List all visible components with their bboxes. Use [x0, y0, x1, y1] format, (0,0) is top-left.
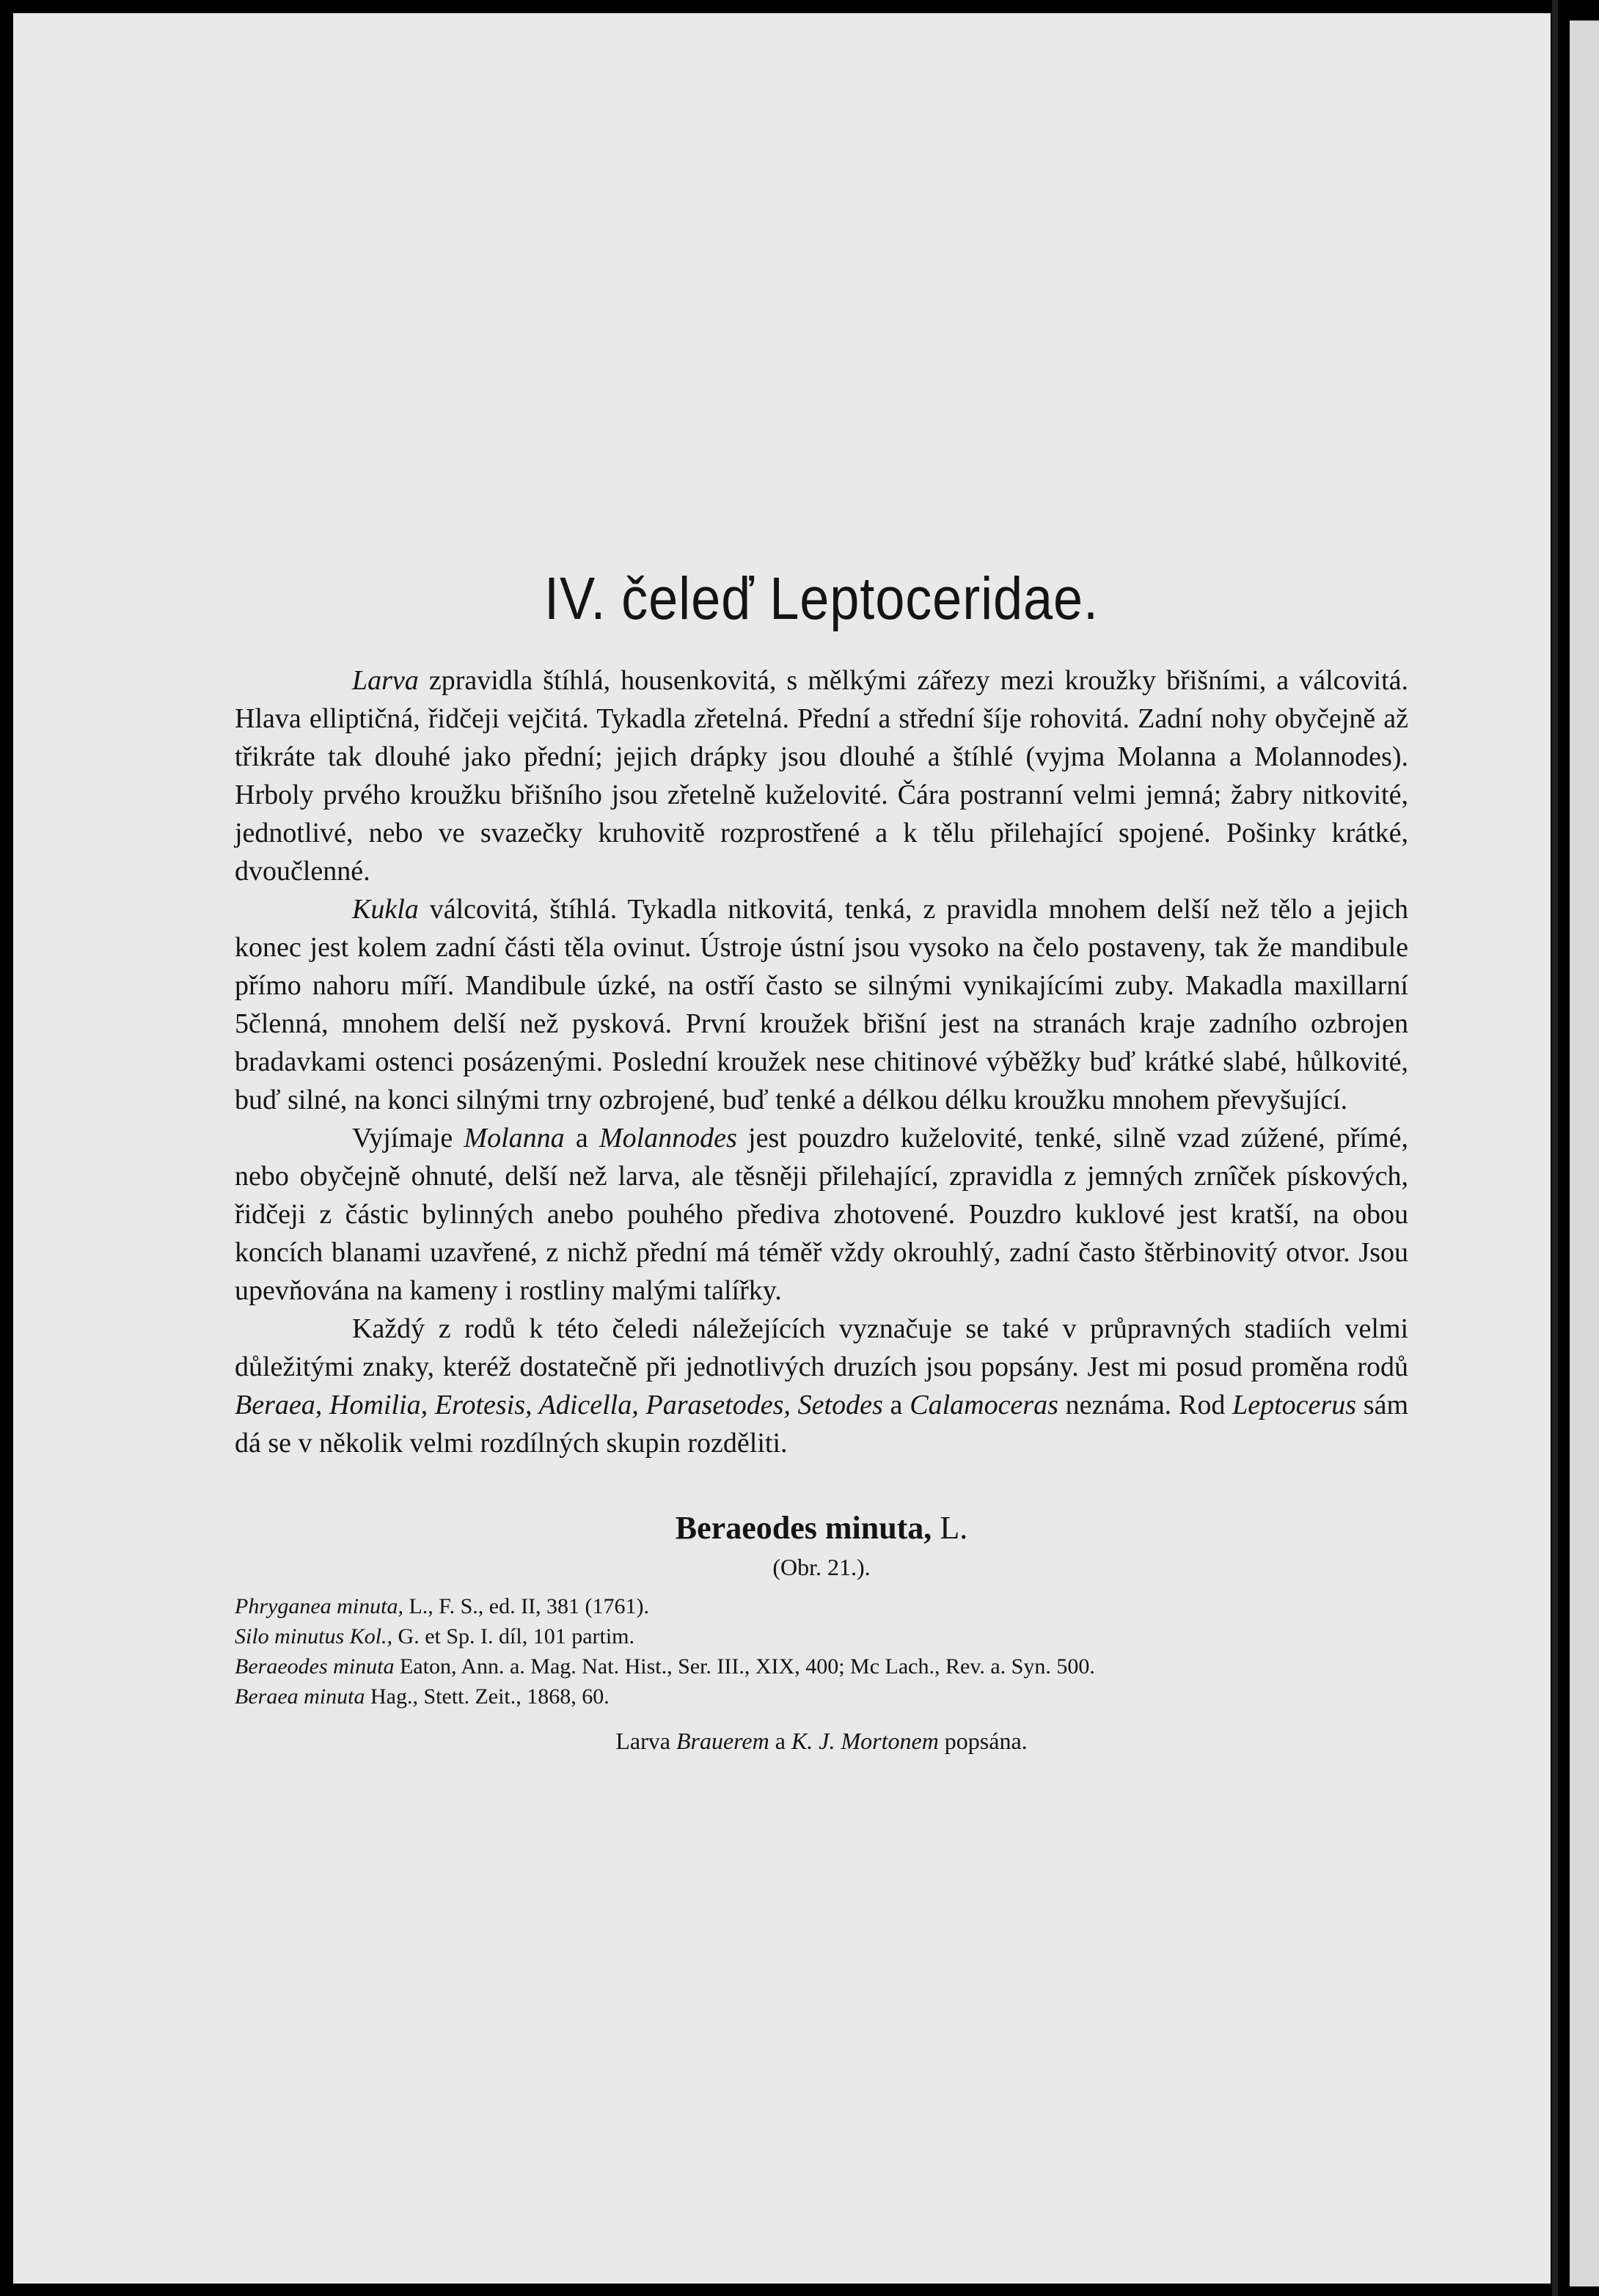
synonym-segment-text: L., F. S., ed. II, 381 (1761).: [403, 1594, 650, 1618]
paragraph-segment-text: zpravidla štíhlá, housenkovitá, s mělkými zářezy mezi kroužky břišními, a válcovitá. Hlava elliptičná, řidčeji vejčitá. Tykadla zřetelná. Přední a střední šíje rohovitá. Zadní nohy obyčejně až třikráte tak dlouhé jako přední; jejich drápky jsou dlouhé a štíhlé (vyjma Molanna a Molannodes). Hrboly prvého kroužku břišního jsou zřetelně kuželovité. Čára postranní velmi jemná; žabry nitkovité, jednotlivé, nebo ve svazečky kruhovitě rozprostřené a k tělu přilehající spojené. Pošinky krátké, dvoučlenné.: [235, 665, 1408, 887]
paragraph-larva: [235, 661, 1408, 890]
synonym-segment-text: G. et Sp. I. díl, 101 partim.: [392, 1624, 635, 1648]
paragraph-segment-text: Každý z rodů k této čeledi náležejících vyznačuje se také v průpravných stadiích velmi důležitými znaky, kteréž dostatečně při jednotlivých druzích jsou popsány. Jest mi posud proměna rodů: [235, 1313, 1408, 1382]
synonym-segment-italic: Beraea minuta: [235, 1684, 365, 1709]
note-segment-text: Larva: [615, 1728, 676, 1754]
page-content: [235, 565, 1408, 1755]
paragraph-segment-text: a: [564, 1123, 599, 1153]
note-segment-italic: Brauerem: [676, 1728, 769, 1754]
synonym-segment-text: Hag., Stett. Zeit., 1868, 60.: [365, 1684, 610, 1709]
synonym-segment-text: Eaton, Ann. a. Mag. Nat. Hist., Ser. III., XIX, 400; Mc Lach., Rev. a. Syn. 500.: [394, 1654, 1095, 1679]
note-segment-italic: K. J. Mortonem: [791, 1728, 939, 1754]
synonym-list: [235, 1591, 1408, 1712]
paragraph-segment-italic: Leptocerus: [1232, 1390, 1356, 1420]
paragraph-pouzdro: [235, 1119, 1408, 1310]
paragraph-segment-italic: Beraea, Homilia, Erotesis, Adicella, Parasetodes, Setodes: [235, 1390, 883, 1420]
synonym-segment-italic: Phryganea minuta,: [235, 1594, 403, 1618]
synonym-line: [235, 1621, 1408, 1651]
synonym-segment-italic: Beraeodes minuta: [235, 1654, 395, 1679]
species-name: Beraeodes minuta,: [675, 1510, 932, 1546]
figure-reference: (Obr. 21.).: [772, 1554, 871, 1580]
adjacent-page-edge: [1570, 21, 1599, 2286]
paragraph-segment-text: a: [882, 1390, 910, 1420]
synonym-line: [235, 1591, 1408, 1621]
chapter-heading: IV. čeleď Leptoceridae.: [544, 565, 1099, 632]
paragraph-segment-italic: Molanna: [464, 1123, 565, 1153]
synonym-line: [235, 1681, 1408, 1712]
paragraph-segment-text: sám dá se v několik velmi rozdílných skupin rozděliti.: [235, 1390, 1409, 1459]
synonym-segment-italic: Silo minutus Kol.,: [235, 1624, 393, 1648]
paragraph-segment-italic: Kukla: [352, 894, 419, 925]
page-gutter: [1552, 0, 1558, 2296]
paragraph-segment-text: neznáma. Rod: [1058, 1390, 1233, 1420]
paragraph-segment-italic: Larva: [352, 665, 419, 696]
paragraph-rody: [235, 1310, 1408, 1462]
paragraph-segment-italic: Molannodes: [599, 1123, 737, 1153]
paragraph-segment-italic: Calamoceras: [910, 1390, 1058, 1420]
paragraph-segment-text: jest pouzdro kuželovité, tenké, silně vzad zúžené, přímé, nebo obyčejně ohnuté, delší než larva, ale těsněji přilehající, zpravidla z jemných zrnîček pískových, řidčeji z částic bylinných anebo pouhého přediva zhotovené. Pouzdro kuklové jest kratší, na obou koncích blanami uzavřené, z nichž přední má téměř vždy okrouhlý, zadní často štěrbinovitý otvor. Jsou upevňována na kameny i rostliny malými talířky.: [235, 1123, 1408, 1306]
larva-description-note: [235, 1728, 1408, 1755]
paragraph-segment-text: Vyjímaje: [352, 1123, 464, 1153]
paragraph-kukla: [235, 890, 1408, 1119]
note-segment-text: a: [769, 1728, 791, 1754]
paragraph-segment-text: válcovitá, štíhlá. Tykadla nitkovitá, tenká, z pravidla mnohem delší než tělo a jejich konec jest kolem zadní části těla ovinut. Ústroje ústní jsou vysoko na čelo postaveny, tak že mandibule přímo nahoru míří. Mandibule úzké, na ostří často se silnými vynikajícími zuby. Makadla maxillarní 5členná, mnohem delší než pysková. První kroužek břišní jest na stranách kraje zadního ozbrojen bradavkami ostenci posázenými. Poslední kroužek nese chitinové výběžky buď krátké slabé, hůlkovité, buď silné, na konci silnými trny ozbrojené, buď tenké a délkou délku kroužku mnohem převyšující.: [235, 894, 1408, 1115]
species-author: L.: [932, 1510, 968, 1546]
synonym-line: [235, 1651, 1408, 1681]
note-segment-text: popsána.: [938, 1728, 1028, 1754]
species-heading: [235, 1509, 1408, 1547]
body-paragraphs: [235, 661, 1408, 1462]
